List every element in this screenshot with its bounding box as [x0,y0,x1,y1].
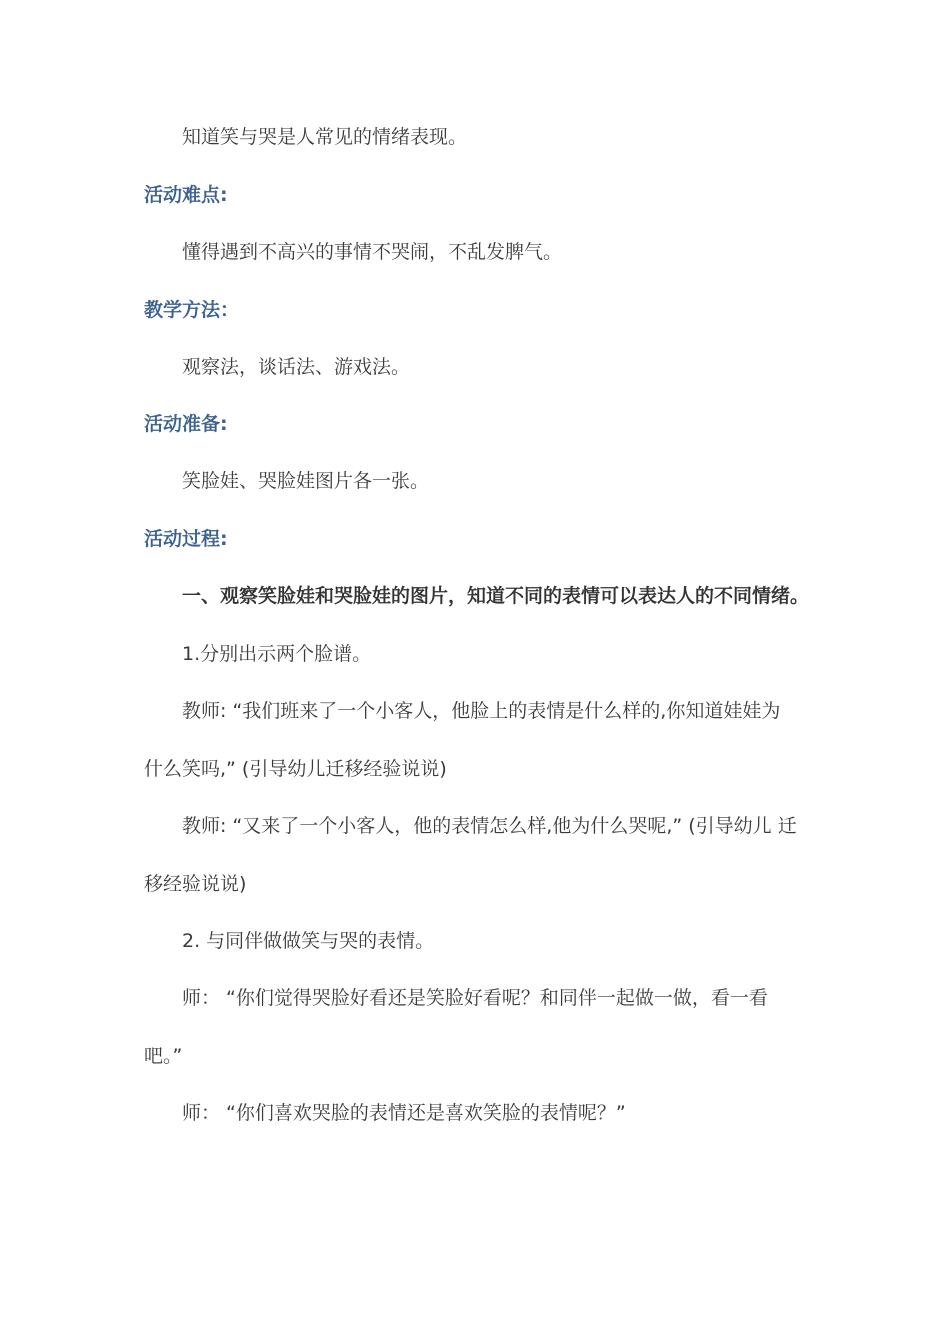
paragraph-teacher-smile-2: 什么笑吗,” (引导幼儿迁移经验说说) [144,758,447,780]
paragraph-method: 观察法，谈话法、游戏法。 [182,356,411,378]
paragraph-teacher-question-3: 师： “你们喜欢哭脸的表情还是喜欢笑脸的表情呢？” [182,1102,626,1124]
heading-activity-preparation: 活动准备: [144,413,228,435]
paragraph-teacher-cry-1: 教师: “又来了一个小客人，他的表情怎么样,他为什么哭呢,” (引导幼儿 迁 [182,815,797,837]
heading-activity-difficulty: 活动难点: [144,184,228,206]
paragraph-teacher-cry-2: 移经验说说) [144,873,247,895]
paragraph-teacher-question-1: 师： “你们觉得哭脸好看还是笑脸好看呢？和同伴一起做一做，看一看 [182,987,768,1009]
paragraph-difficulty: 懂得遇到不高兴的事情不哭闹，不乱发脾气。 [182,241,563,263]
paragraph-teacher-question-2: 吧。” [144,1045,183,1067]
paragraph-goal: 知道笑与哭是人常见的情绪表现。 [182,126,468,148]
paragraph-show-faces: 1.分别出示两个脸谱。 [182,643,372,665]
heading-activity-process: 活动过程: [144,528,228,550]
process-step-one-title: 一、观察笑脸娃和哭脸娃的图片，知道不同的表情可以表达人的不同情绪。 [182,585,810,607]
paragraph-preparation: 笑脸娃、哭脸娃图片各一张。 [182,470,430,492]
paragraph-teacher-smile-1: 教师: “我们班来了一个小客人，他脸上的表情是什么样的,你知道娃娃为 [182,700,781,722]
heading-teaching-method: 教学方法： [144,299,240,321]
paragraph-partner-expressions: 2. 与同伴做做笑与哭的表情。 [182,930,435,952]
